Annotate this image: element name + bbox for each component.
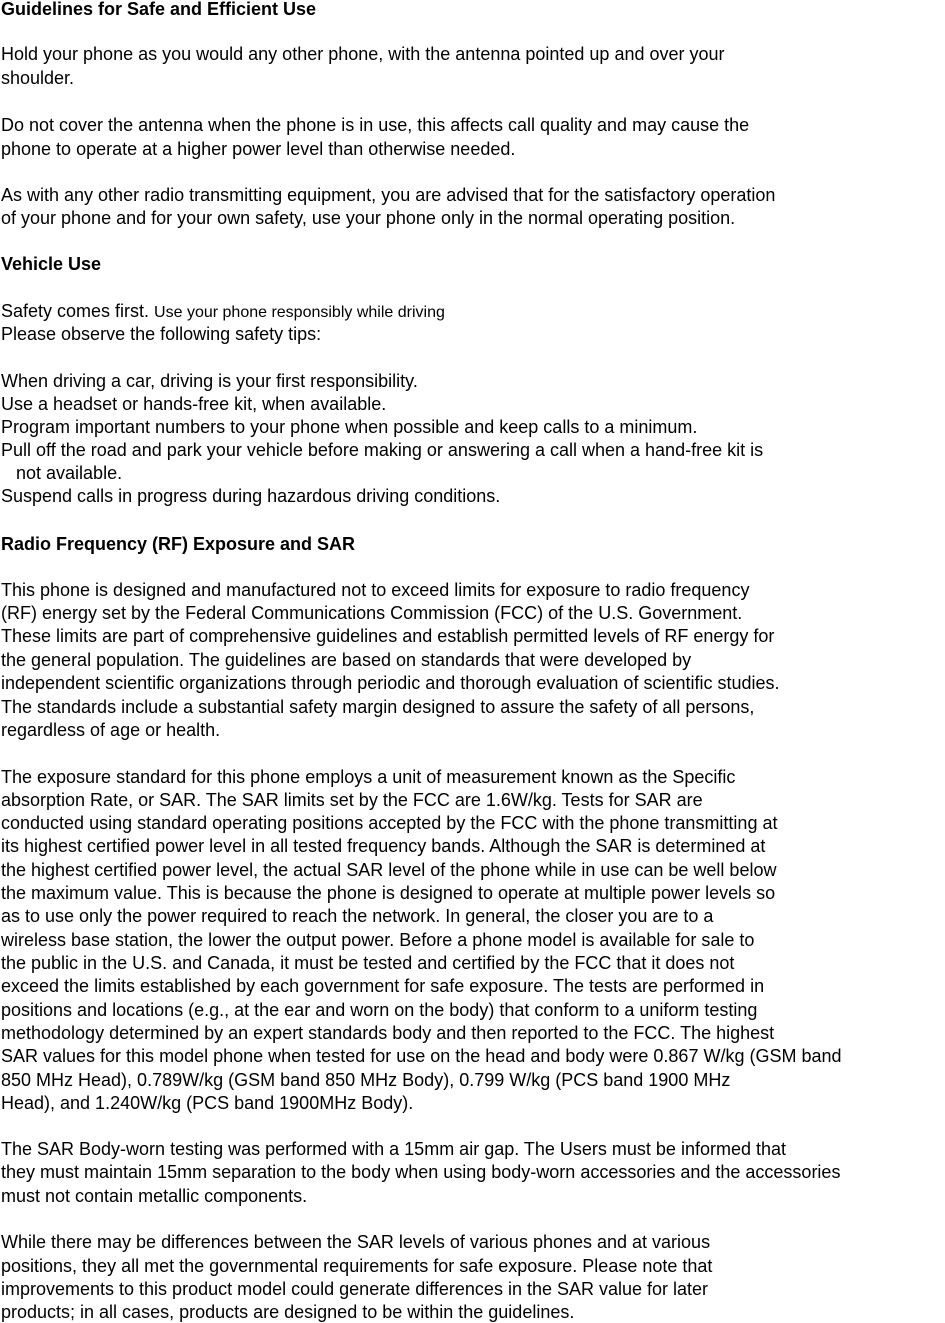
paragraph-line: 850 MHz Head), 0.789W/kg (GSM band 850 MHz Body), 0.799 W/kg (PCS band 1900 MHz — [1, 1070, 731, 1090]
paragraph-line: Do not cover the antenna when the phone is in use, this affects call quality and may cause the — [1, 115, 750, 135]
paragraph-line: its highest certified power level in all tested frequency bands. Although the SAR is determined at — [1, 836, 766, 856]
paragraph-line: the public in the U.S. and Canada, it must be tested and certified by the FCC that it does not — [1, 953, 735, 973]
paragraph-line: as to use only the power required to reach the network. In general, the closer you are to a — [1, 906, 714, 926]
paragraph-line: The standards include a substantial safety margin designed to assure the safety of all persons, — [1, 697, 755, 717]
heading-vehicle-use: Vehicle Use — [1, 254, 102, 274]
paragraph-line: These limits are part of comprehensive guidelines and establish permitted levels of RF energy for — [1, 626, 775, 646]
vehicle-tip: not available. — [1, 463, 123, 483]
vehicle-tip: Use a headset or hands-free kit, when available. — [1, 394, 387, 414]
vehicle-tip: When driving a car, driving is your first responsibility. — [1, 371, 418, 391]
vehicle-intro — [1, 300, 445, 322]
vehicle-tip: Suspend calls in progress during hazardous driving conditions. — [1, 486, 501, 506]
vehicle-intro-lead: Safety comes first. — [1, 301, 155, 321]
paragraph-line: must not contain metallic components. — [1, 1186, 308, 1206]
paragraph-line: shoulder. — [1, 68, 75, 88]
paragraph-line: (RF) energy set by the Federal Communications Commission (FCC) of the U.S. Government. — [1, 603, 743, 623]
paragraph-line: regardless of age or health. — [1, 720, 221, 740]
paragraph-line: wireless base station, the lower the output power. Before a phone model is available for sale to — [1, 930, 755, 950]
paragraph-line: the maximum value. This is because the phone is designed to operate at multiple power levels so — [1, 883, 776, 903]
paragraph-line: This phone is designed and manufactured not to exceed limits for exposure to radio frequency — [1, 580, 750, 600]
paragraph-line: independent scientific organizations through periodic and thorough evaluation of scientific studies. — [1, 673, 780, 693]
paragraph-line: absorption Rate, or SAR. The SAR limits set by the FCC are 1.6W/kg. Tests for SAR are — [1, 790, 703, 810]
paragraph-line: positions and locations (e.g., at the ear and worn on the body) that conform to a uniform testing — [1, 1000, 758, 1020]
vehicle-intro-small: Use your phone responsibly while driving — [154, 304, 445, 321]
paragraph-line: Head), and 1.240W/kg (PCS band 1900MHz Body). — [1, 1093, 414, 1113]
paragraph-line: The SAR Body-worn testing was performed with a 15mm air gap. The Users must be informed that — [1, 1139, 787, 1159]
paragraph-line: they must maintain 15mm separation to the body when using body-worn accessories and the accessories — [1, 1162, 841, 1182]
paragraph-line: While there may be differences between the SAR levels of various phones and at various — [1, 1232, 711, 1252]
paragraph-line: the general population. The guidelines are based on standards that were developed by — [1, 650, 692, 670]
paragraph-line: As with any other radio transmitting equipment, you are advised that for the satisfactory operation — [1, 185, 776, 205]
vehicle-tip: Pull off the road and park your vehicle before making or answering a call when a hand-free kit is — [1, 440, 764, 460]
paragraph-line: of your phone and for your own safety, use your phone only in the normal operating position. — [1, 208, 736, 228]
paragraph-line: exceed the limits established by each government for safe exposure. The tests are performed in — [1, 976, 765, 996]
vehicle-tip: Program important numbers to your phone when possible and keep calls to a minimum. — [1, 417, 698, 437]
paragraph-line: The exposure standard for this phone employs a unit of measurement known as the Specific — [1, 767, 736, 787]
paragraph-line: Hold your phone as you would any other phone, with the antenna pointed up and over your — [1, 44, 725, 64]
paragraph-line: products; in all cases, products are designed to be within the guidelines. — [1, 1302, 575, 1322]
paragraph-line: methodology determined by an expert standards body and then reported to the FCC. The highest — [1, 1023, 775, 1043]
paragraph-line: conducted using standard operating positions accepted by the FCC with the phone transmitting at — [1, 813, 778, 833]
paragraph-line: SAR values for this model phone when tested for use on the head and body were 0.867 W/kg (GSM band — [1, 1046, 842, 1066]
heading-rf-exposure: Radio Frequency (RF) Exposure and SAR — [1, 534, 356, 554]
paragraph-line: improvements to this product model could generate differences in the SAR value for later — [1, 1279, 709, 1299]
paragraph-line: positions, they all met the governmental requirements for safe exposure. Please note that — [1, 1256, 713, 1276]
vehicle-intro-line2: Please observe the following safety tips: — [1, 324, 322, 344]
paragraph-line: phone to operate at a higher power level than otherwise needed. — [1, 139, 516, 159]
heading-safe-use: Guidelines for Safe and Efficient Use — [1, 0, 317, 19]
paragraph-line: the highest certified power level, the actual SAR level of the phone while in use can be well below — [1, 860, 777, 880]
